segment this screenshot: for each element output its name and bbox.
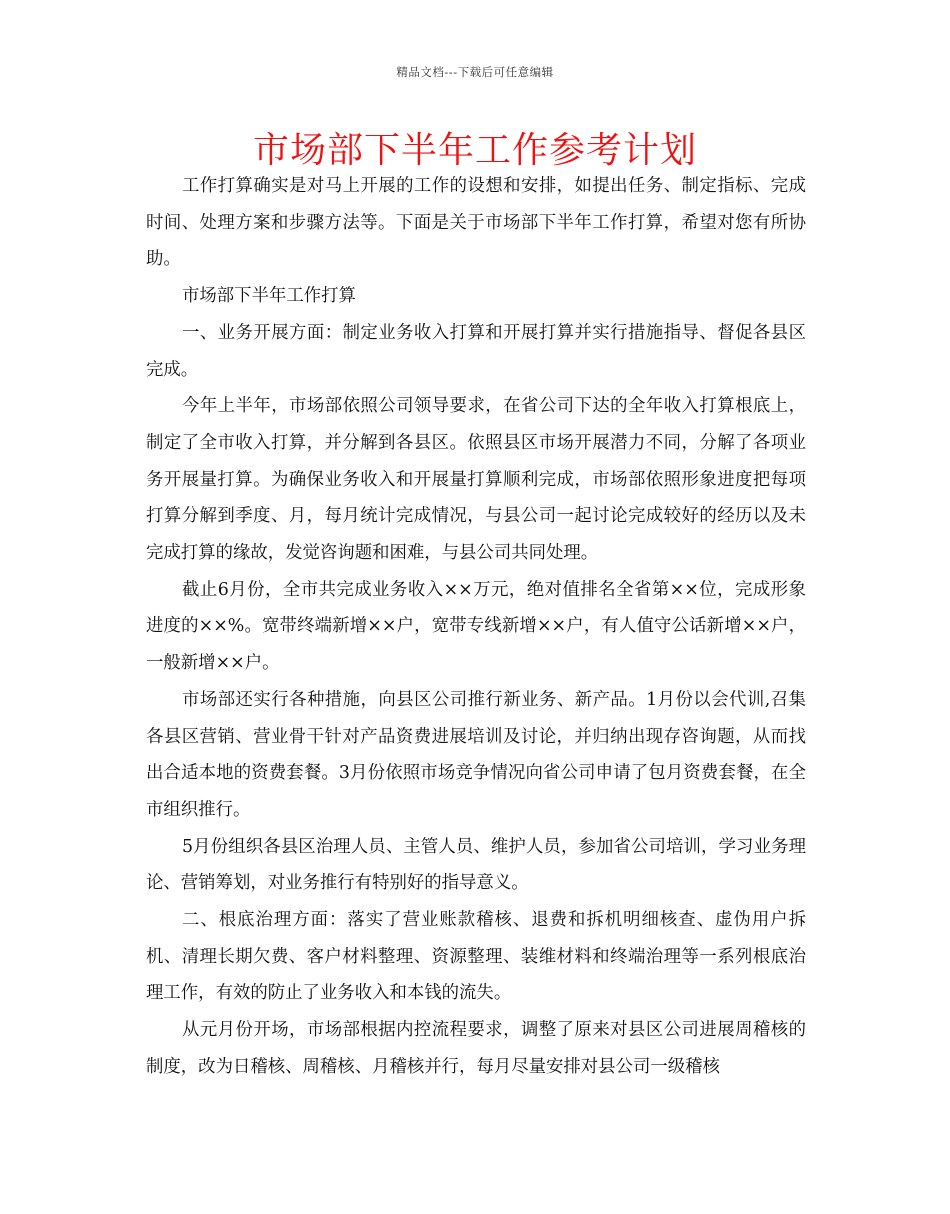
section-heading: 市场部下半年工作打算 [182,286,356,307]
page-header-note: 精品文档---下载后可任意编辑 [396,65,554,79]
audit-process-paragraph: 从元月份开场，市场部根据内控流程要求，调整了原来对县区公司进展周稽核的制度，改为日稽核、周稽核、月稽核并行，每月尽量安排对县公司一级稽核 [146,1020,806,1077]
document-body [146,168,806,1086]
intro-paragraph: 工作打算确实是对马上开展的工作的设想和安排，如提出任务、制定指标、完成时间、处理方案和步骤方法等。下面是关于市场部下半年工作打算，希望对您有所协助。 [146,176,806,270]
first-half-summary-paragraph: 今年上半年，市场部依照公司领导要求，在省公司下达的全年收入打算根底上，制定了全市收入打算，并分解到各县区。依照县区市场开展潜力不同，分解了各项业务开展量打算。为确保业务收入和开展量打算顺利完成，市场部依照形象进度把每项打算分解到季度、月，每月统计完成情况，与县公司一起讨论完成较好的经历以及未完成打算的缘故，发觉咨询题和困难，与县公司共同处理。 [146,396,806,564]
document-title: 市场部下半年工作参考计划 [252,130,697,171]
new-business-promotion-paragraph: 市场部还实行各种措施，向县区公司推行新业务、新产品。1月份以会代训,召集各县区营销、营业骨干针对产品资费进展培训及讨论，并归纳出现存咨询题，从而找出合适本地的资费套餐。3月份依照市场竞争情况向省公司申请了包月资费套餐，在全市组织推行。 [146,689,806,820]
may-training-paragraph: 5月份组织各县区治理人员、主管人员、维护人员，参加省公司培训，学习业务理论、营销筹划，对业务推行有特别好的指导意义。 [146,836,806,894]
june-results-paragraph: 截止6月份，全市共完成业务收入××万元，绝对值排名全省第××位，完成形象进度的××%。宽带终端新增××户，宽带专线新增××户，有人值守公话新增××户，一般新增××户。 [146,579,806,674]
business-development-paragraph: 一、业务开展方面：制定业务收入打算和开展打算并实行措施指导、督促各县区完成。 [146,322,806,380]
basic-management-paragraph: 二、根底治理方面：落实了营业账款稽核、退费和拆机明细核查、虚伪用户拆机、清理长期欠费、客户材料整理、资源整理、装维材料和终端治理等一系列根底治理工作，有效的防止了业务收入和本钱的流失。 [146,910,806,1004]
